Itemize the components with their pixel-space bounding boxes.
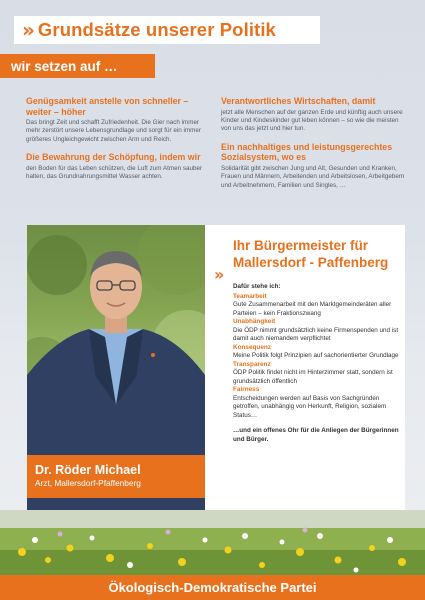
- principle-heading: Die Bewahrung der Schöpfung, indem wir: [26, 152, 201, 163]
- candidate-name-box: [27, 455, 205, 498]
- subtitle-banner: [0, 54, 155, 78]
- chevron-icon: »: [214, 265, 225, 284]
- principle-text: Das bringt Zeit und schafft Zufriedenheit. Die Gier nach immer mehr zerstört unsere Lebensgrundlage und sorgt für ein immer größeres Ungleichgewicht zwischen Arm und Reich.: [26, 119, 202, 143]
- principle-text: jetzt alle Menschen auf der ganzen Erde und künftig auch unsere Kinder und Kindeskinder gut leben können – so wie die meisten von uns das jetzt und hier tun.: [221, 108, 403, 133]
- value-text: Entscheidungen werden auf Basis von Sachgründen getroffen, unabhängig von Herkunft, Religion, sozialem Status…: [233, 394, 387, 419]
- meadow-illustration: [0, 510, 425, 575]
- right-column: [221, 96, 409, 198]
- value-text: ÖDP Politik findet nicht im Hinterzimmer statt, sondern ist grundsätzlich öffentlich: [233, 369, 393, 385]
- principle-block: [221, 142, 409, 190]
- principle-heading: Ein nachhaltiges und leistungsgerechtes Sozialsystem, wo es: [221, 141, 393, 163]
- principle-heading: Genügsamkeit anstelle von schneller – weiter – höher: [26, 96, 189, 117]
- principle-block: [26, 96, 211, 144]
- panel-lead: Dafür stehe ich:: [233, 283, 281, 290]
- chevron-icon: »: [22, 18, 35, 42]
- panel-heading: Ihr Bürgermeister für Mallersdorf - Paffenberg: [233, 238, 389, 270]
- page-subtitle: wir setzen auf …: [11, 58, 118, 74]
- title-banner: [14, 16, 320, 44]
- party-footer: [0, 575, 425, 600]
- value-text: Die ÖDP nimmt grundsätzlich keine Firmenspenden und ist damit auch niemandem verpflichtet: [233, 326, 399, 342]
- principle-heading: Verantwortliches Wirtschaften, damit: [221, 96, 376, 106]
- value-text: Meine Politik folgt Prinzipien auf sachorientierter Grundlage: [233, 352, 399, 359]
- flower-meadow: [0, 510, 425, 575]
- page-title: Grundsätze unserer Politik: [37, 19, 276, 40]
- panel-body: [233, 283, 403, 444]
- value-title: Unabhängkeit: [233, 318, 276, 325]
- principle-block: [221, 96, 409, 134]
- candidate-name: Dr. Röder Michael: [35, 463, 141, 477]
- principle-block: [26, 152, 211, 181]
- value-title: Teamarbeit: [233, 292, 267, 300]
- value-text: Gute Zusammenarbeit mit den Marktgemeinderäten aller Parteien – kein Fraktionszwang: [233, 301, 392, 317]
- principle-text: Solidarität gibt zwischen Jung und Alt, Gesunden und Kranken, Frauen und Männern, Arbeitenden und Arbeitslosen, Arbeitgebern und Arbeitnehmern, Familien und Singles, …: [221, 164, 405, 189]
- candidate-occupation: Arzt, Mallersdorf-Pfaffenberg: [35, 478, 141, 488]
- principle-text: den Boden für das Leben schützen, die Luft zum Atmen sauber halten, das Grundnahrungsmittel Wasser achten.: [26, 164, 203, 181]
- value-title: Fairness: [233, 386, 260, 393]
- value-title: Transparenz: [233, 360, 271, 368]
- mayor-panel: [205, 225, 405, 510]
- value-title: Konsequenz: [233, 343, 271, 351]
- party-name: Ökologisch-Demokratische Partei: [108, 580, 317, 595]
- panel-closing: …und ein offenes Ohr für die Anliegen der Bürgerinnen und Bürger.: [233, 427, 399, 443]
- left-column: [26, 96, 211, 190]
